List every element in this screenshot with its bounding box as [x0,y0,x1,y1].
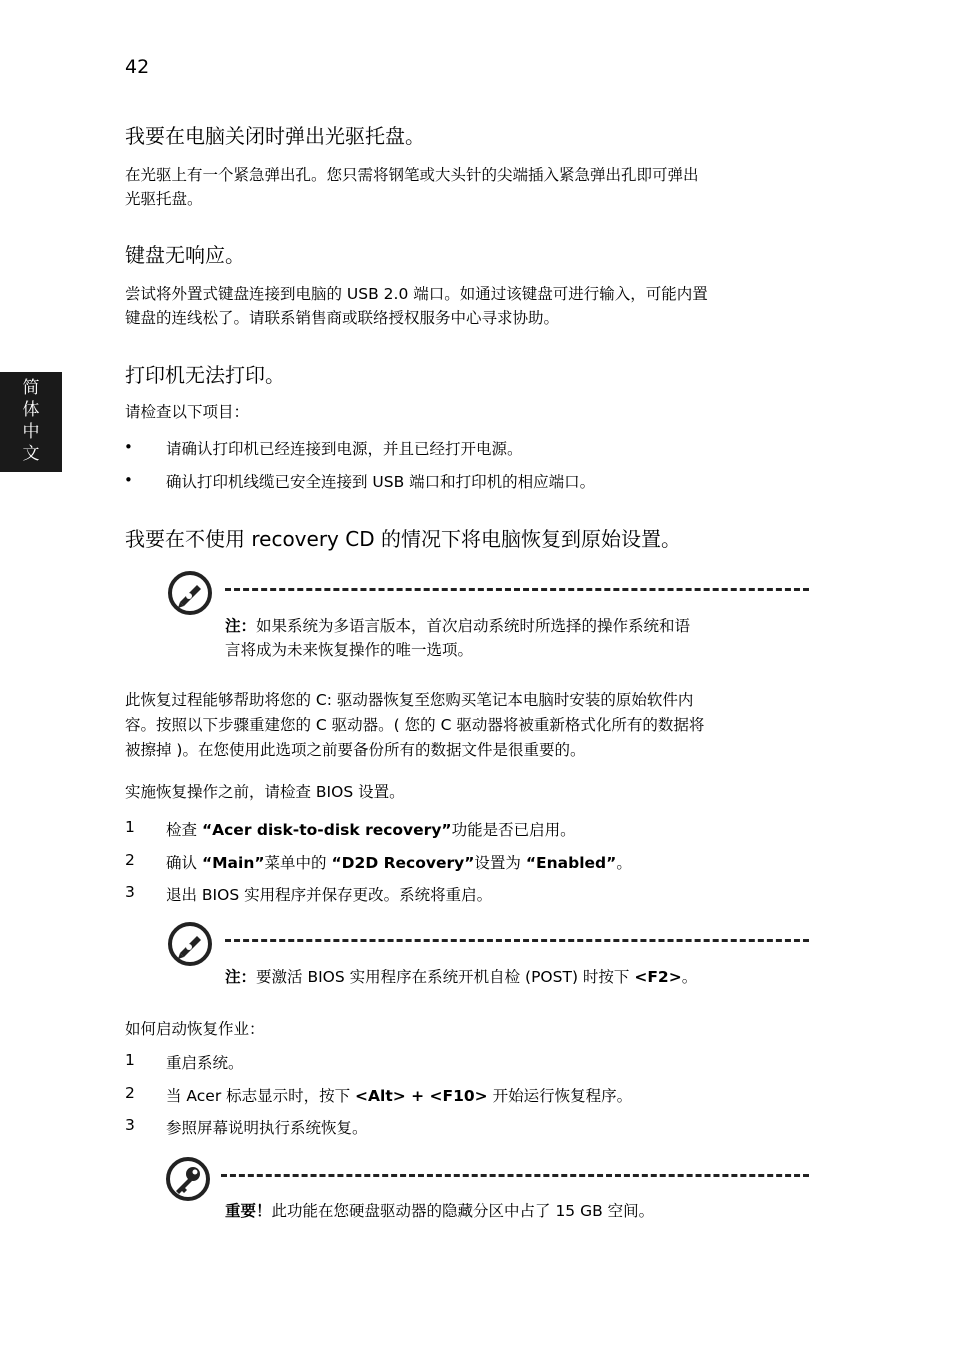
section-heading-keyboard: 键盘无响应。 [125,243,245,267]
side-tab-char: 体 [22,400,40,420]
side-tab-char: 简 [22,378,40,398]
bios-intro: 实施恢复操作之前，请检查 BIOS 设置。 [125,783,405,801]
body-line: 键盘的连线松了。请联系销售商或联络授权服务中心寻求协助。 [125,309,560,327]
page-number: 42 [125,56,150,78]
step-number: 2 [125,1084,135,1102]
step-number: 1 [125,818,135,836]
note-pencil-icon [167,570,213,616]
section-heading-eject: 我要在电脑关闭时弹出光驱托盘。 [125,124,425,148]
body-line: 在光驱上有一个紧急弹出孔。您只需将钢笔或大头针的尖端插入紧急弹出孔即可弹出 [125,166,699,184]
language-side-tab [0,372,62,472]
step-number: 3 [125,883,135,901]
bullet-item: 确认打印机线缆已安全连接到 USB 端口和打印机的相应端口。 [166,473,596,491]
start-intro: 如何启动恢复作业： [125,1020,265,1038]
key-icon [165,1156,211,1202]
note-divider [225,939,809,942]
body-line: 尝试将外置式键盘连接到电脑的 USB 2.0 端口。如通过该键盘可进行输入，可能内置 [125,285,708,303]
bullet-marker: • [124,438,133,456]
step-item: 重启系统。 [166,1054,244,1072]
key-combo: <F2> [634,968,682,986]
section-heading-recovery: 我要在不使用 recovery CD 的情况下将电脑恢复到原始设置。 [125,527,681,551]
side-tab-char: 中 [22,422,40,442]
note-label: 注： [225,968,257,986]
note-line: 言将成为未来恢复操作的唯一选项。 [225,641,474,659]
step-item: 参照屏幕说明执行系统恢复。 [166,1119,368,1137]
note-text [225,614,690,638]
note-pencil-icon [167,921,213,967]
bullet-marker: • [124,471,133,489]
printer-intro: 请检查以下项目： [125,403,250,421]
note-divider [225,588,809,591]
step-item: 退出 BIOS 实用程序并保存更改。系统将重启。 [166,886,493,904]
bullet-item: 请确认打印机已经连接到电源，并且已经打开电源。 [166,440,523,458]
step-item: 当 Acer 标志显示时，按下 <Alt> + <F10> 开始运行恢复程序。 [166,1087,633,1105]
body-line: 此恢复过程能够帮助将您的 C: 驱动器恢复至您购买笔记本电脑时安装的原始软件内 [125,691,694,709]
section-heading-printer: 打印机无法打印。 [125,363,285,387]
key-combo: <Alt> + <F10> [355,1087,488,1105]
body-line: 被擦掉 )。在您使用此选项之前要备份所有的数据文件是很重要的。 [125,741,586,759]
body-line: 容。按照以下步骤重建您的 C 驱动器。( 您的 C 驱动器将被重新格式化所有的数据将 [125,716,705,734]
side-tab-char: 文 [22,444,40,464]
step-number: 2 [125,851,135,869]
note-line: 如果系统为多语言版本，首次启动系统时所选择的操作系统和语 [256,617,691,635]
important-label: 重要！ [225,1202,272,1220]
step-number: 3 [125,1116,135,1134]
step-item: 确认 “Main”菜单中的 “D2D Recovery”设置为 “Enabled”。 [166,854,632,872]
note-text: 注：要激活 BIOS 实用程序在系统开机自检 (POST) 时按下 <F2>。 [225,968,698,986]
body-line: 光驱托盘。 [125,190,203,208]
important-text: 重要！此功能在您硬盘驱动器的隐藏分区中占了 15 GB 空间。 [225,1202,655,1220]
step-number: 1 [125,1051,135,1069]
note-divider [221,1174,809,1177]
step-item: 检查 “Acer disk-to-disk recovery”功能是否已启用。 [166,821,576,839]
note-label: 注： [225,617,257,635]
